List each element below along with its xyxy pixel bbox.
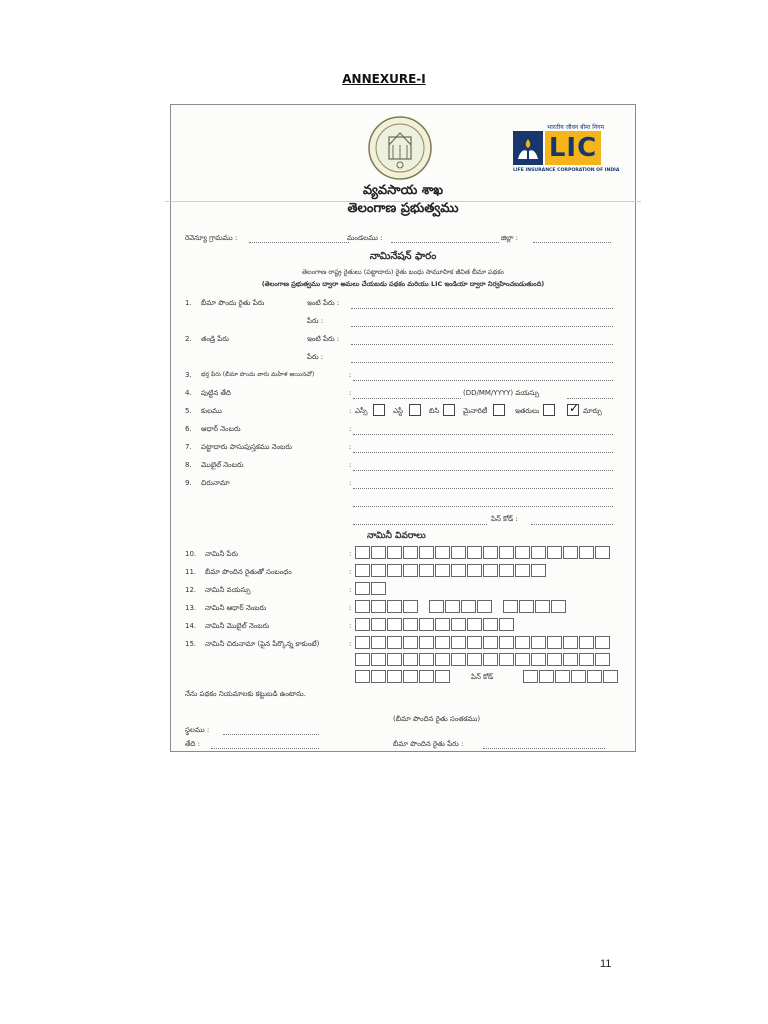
caste-option-marked-label: మార్చు (583, 407, 602, 415)
field-9-dots-3 (353, 524, 487, 525)
field-3-label: భర్త పేరు (బీమా పొందు వారు మహిళ అయినచో) (201, 371, 315, 378)
caste-option-st-label: ఎస్టీ (393, 407, 403, 415)
field-13-number: 13. (185, 604, 197, 612)
caste-option-sc-label: ఎస్సీ (355, 407, 368, 415)
field-1-label: బీమా పొందు రైతు పేరు (201, 299, 265, 307)
field-6-number: 6. (185, 425, 192, 433)
field-4-extra: (DD/MM/YYYY) వయస్సు (463, 389, 540, 397)
lic-hands-lamp-icon (513, 131, 543, 165)
scanned-nomination-form (170, 104, 636, 752)
caste-others-checkbox[interactable] (543, 404, 555, 416)
field-6-colon: : (349, 425, 352, 433)
field-11-colon: : (349, 568, 352, 576)
caste-st-checkbox[interactable] (409, 404, 421, 416)
district-label: జిల్లా : (501, 234, 519, 242)
field-8-number: 8. (185, 461, 192, 469)
lic-word: LIC (548, 133, 598, 163)
village-label: రెవెన్యూ గ్రామము : (185, 234, 238, 242)
nominee-address-boxes-1[interactable] (355, 636, 611, 649)
nominee-mobile-boxes[interactable] (355, 618, 515, 631)
field-6-dots (353, 434, 613, 435)
government-title: తెలంగాణ ప్రభుత్వము (347, 201, 459, 216)
field-3-number: 3. (185, 371, 192, 379)
field-13-colon: : (349, 604, 352, 612)
field-1-name-dots (351, 326, 613, 327)
field-9-dots-1 (353, 488, 613, 489)
field-9-number: 9. (185, 479, 192, 487)
farmer-name-label: బీమా పొందిన రైతు పేరు : (393, 740, 464, 748)
field-12-colon: : (349, 586, 352, 594)
field-3-dots (353, 380, 613, 381)
field-7-dots (353, 452, 613, 453)
caste-option-minority-label: మైనారిటీ (463, 407, 488, 415)
nominee-aadhaar-boxes-2[interactable] (429, 600, 493, 613)
field-4-age-dots (567, 398, 613, 399)
caste-minority-checkbox[interactable] (493, 404, 505, 416)
lic-english-text: LIFE INSURANCE CORPORATION OF INDIA (513, 168, 620, 173)
field-9-colon: : (349, 479, 352, 487)
check-mark-icon: ✓ (569, 401, 580, 415)
mandal-dots (391, 242, 499, 243)
caste-sc-checkbox[interactable] (373, 404, 385, 416)
caste-bc-checkbox[interactable] (443, 404, 455, 416)
field-14-label: నామినీ మొబైల్ నెంబరు (205, 622, 270, 630)
field-8-label: మొబైల్ నెంబరు (201, 461, 244, 469)
caste-marked-checkbox[interactable] (567, 401, 580, 416)
place-dots (223, 734, 319, 735)
field-1-surname-dots (351, 308, 613, 309)
nominee-pin-boxes[interactable] (523, 670, 619, 683)
date-label: తేది : (185, 740, 200, 748)
form-title: నామినేషన్ ఫారం (369, 251, 437, 262)
nominee-pin-label: పిన్ కోడ్ (471, 673, 494, 681)
nominee-address-boxes-3[interactable] (355, 670, 451, 683)
field-6-label: ఆధార్ నెంబరు (201, 425, 241, 433)
date-dots (211, 748, 319, 749)
field-12-number: 12. (185, 586, 197, 594)
field-15-colon: : (349, 640, 352, 648)
field-3-colon: : (349, 371, 352, 379)
place-label: స్థలము : (185, 726, 210, 734)
village-dots (249, 242, 349, 243)
field-15-label: నామినీ చిరునామా (పైన పేర్కొన్న కాకుంటే) (205, 640, 320, 648)
field-15-number: 15. (185, 640, 197, 648)
declaration-text: నేను పథకం నియమాలకు కట్టుబడి ఉంటాను. (185, 690, 306, 698)
page-number: 11 (600, 958, 612, 970)
field-2-name-dots (351, 362, 613, 363)
field-11-number: 11. (185, 568, 197, 576)
field-13-label: నామినీ ఆధార్ నెంబరు (205, 604, 267, 612)
field-4-colon: : (349, 389, 352, 397)
caste-option-bc-label: బిసి (429, 407, 440, 415)
nominee-heading: నామినీ వివరాలు (367, 531, 426, 541)
field-2-surname-dots (351, 344, 613, 345)
signature-caption: (బీమా పొందిన రైతు సంతకము) (393, 715, 481, 723)
field-10-label: నామినీ పేరు (205, 550, 239, 558)
field-2-number: 2. (185, 335, 192, 343)
field-7-number: 7. (185, 443, 192, 451)
field-12-label: నామినీ వయస్సు (205, 586, 251, 594)
nominee-age-boxes[interactable] (355, 582, 387, 595)
nominee-address-boxes-2[interactable] (355, 653, 611, 666)
field-14-colon: : (349, 622, 352, 630)
field-9-dots-2 (353, 506, 613, 507)
field-2-label: తండ్రి పేరు (201, 335, 229, 343)
field-7-colon: : (349, 443, 352, 451)
nominee-relation-boxes[interactable] (355, 564, 547, 577)
field-7-label: పట్టాదారు పాసుపుస్తకము నెంబరు (201, 443, 292, 451)
pin-code-label: పిన్ కోడ్ : (491, 515, 518, 523)
field-9-label: చిరునామా (201, 479, 230, 487)
mandal-label: మండలము : (347, 234, 383, 242)
lic-logo (513, 124, 620, 177)
district-dots (533, 242, 611, 243)
field-4-number: 4. (185, 389, 192, 397)
field-11-label: బీమా పొందిన రైతుతో సంబంధం (205, 568, 292, 576)
field-8-dots (353, 470, 613, 471)
nominee-name-boxes[interactable] (355, 546, 611, 559)
lic-hindi-text: भारतीय जीवन बीमा निगम (547, 124, 605, 131)
form-subtitle-1: తెలంగాణ రాష్ట్ర రైతులు (పట్టాదారు) రైతు బంధు సామూహిక జీవిత బీమా పథకం (302, 268, 504, 276)
caste-option-others-label: ఇతరులు (515, 407, 540, 415)
field-2-surname-label: ఇంటి పేరు : (307, 335, 340, 343)
farmer-name-dots (483, 748, 605, 749)
field-4-date-dots (353, 398, 461, 399)
field-10-colon: : (349, 550, 352, 558)
field-1-surname-label: ఇంటి పేరు : (307, 299, 340, 307)
field-2-name-label: పేరు : (307, 353, 324, 361)
field-4-label: పుట్టిన తేది (201, 389, 231, 397)
form-subtitle-2: (తెలంగాణ ప్రభుత్వము ద్వారా అమలు చేయబడు పథకం మరియు LIC ఇండియా ద్వారా నిర్వహించబడుతుంది) (261, 280, 545, 288)
field-8-colon: : (349, 461, 352, 469)
field-14-number: 14. (185, 622, 197, 630)
field-1-name-label: పేరు : (307, 317, 324, 325)
nominee-aadhaar-boxes-1[interactable] (355, 600, 419, 613)
field-5-colon: : (349, 407, 352, 415)
field-5-label: కులము (201, 407, 222, 415)
pin-code-dots (531, 524, 613, 525)
field-10-number: 10. (185, 550, 197, 558)
nominee-aadhaar-boxes-3[interactable] (503, 600, 567, 613)
field-5-number: 5. (185, 407, 192, 415)
department-title: వ్యవసాయ శాఖ (362, 183, 444, 198)
telangana-emblem-icon (367, 115, 433, 181)
annexure-heading: ANNEXURE-I (342, 72, 426, 86)
field-1-number: 1. (185, 299, 192, 307)
